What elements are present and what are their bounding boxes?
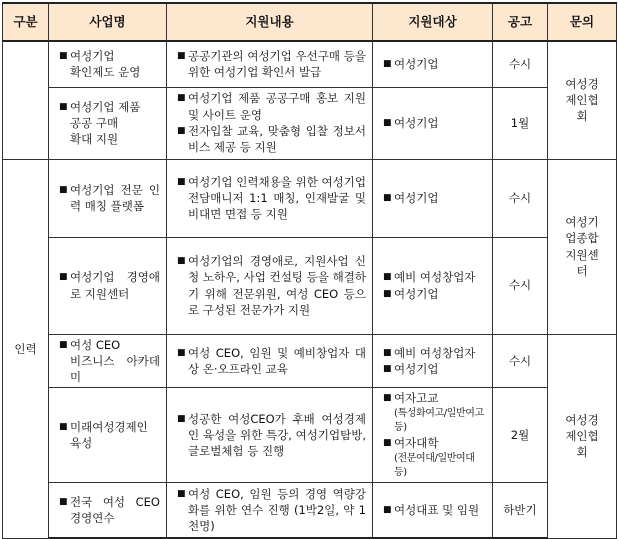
support-content-cell <box>167 159 373 237</box>
program-name-cell <box>49 159 167 237</box>
announcement-cell: 수시 <box>493 334 548 388</box>
target-cell <box>373 41 493 87</box>
inquiry-cell: 여성경제인협회 <box>548 334 617 538</box>
program-name-line: 공공 구매 <box>70 115 119 130</box>
support-content-cell <box>167 41 373 87</box>
table-row <box>3 87 617 159</box>
table-row <box>3 41 617 87</box>
target-text: 여성기업 <box>394 286 439 301</box>
content-text: 여성기업 인력채용을 위한 여성기업 전담매니저 1:1 매칭, 인재발굴 및 비대면 면접 등 지원 <box>188 174 366 222</box>
content-text: 전자입찰 교육, 맞춤형 입찰 정보서비스 제공 등 지원 <box>188 124 366 155</box>
program-name-line: 여성기업 제품 <box>70 99 141 114</box>
bullet-icon: ■ <box>59 101 68 112</box>
program-name-cell <box>49 482 167 538</box>
target-cell <box>373 334 493 388</box>
target-note: (특성화여고/일반여고 등) <box>394 407 484 433</box>
bullet-icon: ■ <box>59 272 68 283</box>
program-name-cell <box>49 388 167 482</box>
bullet-icon: ■ <box>177 488 186 499</box>
bullet-icon: ■ <box>383 504 392 515</box>
support-content-cell <box>167 388 373 482</box>
target-text: 여성기업 <box>394 57 439 72</box>
content-text: 공공기관의 여성기업 우선구매 등을 위한 여성기업 확인서 발급 <box>188 48 366 80</box>
table-row <box>3 482 617 538</box>
program-name-line: 확대 지원 <box>70 132 119 147</box>
header-program-name: 사업명 <box>49 3 167 41</box>
header-support-content: 지원내용 <box>167 3 373 41</box>
inquiry-cell: 여성경제인협회 <box>548 41 617 159</box>
support-content-cell <box>167 334 373 388</box>
bullet-icon: ■ <box>383 363 392 374</box>
table-row <box>3 159 617 237</box>
bullet-icon: ■ <box>177 255 186 266</box>
bullet-icon: ■ <box>383 117 392 128</box>
category-cell: 인력 <box>3 159 49 538</box>
table-row <box>3 237 617 334</box>
target-note: (전문여대/일반여대 등) <box>394 452 475 478</box>
target-text: 여자고교 <box>394 391 439 406</box>
announcement-cell: 2월 <box>493 388 548 482</box>
bullet-icon: ■ <box>383 288 392 299</box>
inquiry-cell: 여성기업종합지원센터 <box>548 159 617 334</box>
bullet-icon: ■ <box>59 184 68 195</box>
bullet-icon: ■ <box>177 93 186 104</box>
target-text: 예비 여성창업자 <box>394 270 476 285</box>
bullet-icon: ■ <box>177 176 186 187</box>
announcement-cell: 1월 <box>493 87 548 159</box>
target-text: 여자대학 <box>394 436 439 451</box>
bullet-icon: ■ <box>383 272 392 283</box>
program-name-cell <box>49 87 167 159</box>
program-name-line: 비즈니스 아카데미 <box>70 353 160 385</box>
program-name-line: 확인제도 운영 <box>70 65 141 80</box>
content-text: 성공한 여성CEO가 후배 여성경제인 육성을 위한 특강, 여성기업탐방, 글로벌체험 등 진행 <box>188 411 366 459</box>
content-text: 여성 CEO, 임원 및 예비창업자 대상 온·오프라인 교육 <box>188 345 366 376</box>
bullet-icon: ■ <box>59 496 68 507</box>
bullet-icon: ■ <box>177 347 186 358</box>
bullet-icon: ■ <box>383 438 392 449</box>
target-text: 예비 여성창업자 <box>394 345 476 360</box>
target-text: 여성기업 <box>394 361 439 376</box>
bullet-icon: ■ <box>383 347 392 358</box>
target-cell <box>373 388 493 482</box>
support-program-table <box>2 2 617 539</box>
header-row <box>3 3 617 41</box>
program-name-line: 여성기업 <box>70 48 115 63</box>
header-inquiry: 문의 <box>548 3 617 41</box>
bullet-icon: ■ <box>383 59 392 70</box>
header-category: 구분 <box>3 3 49 41</box>
category-cell-top <box>3 41 49 159</box>
support-content-cell <box>167 482 373 538</box>
header-announcement: 공고 <box>493 3 548 41</box>
program-name-cell <box>49 334 167 388</box>
table-row <box>3 388 617 482</box>
program-name-line: 여성 CEO <box>70 337 121 352</box>
table-row <box>3 334 617 388</box>
bullet-icon: ■ <box>383 192 392 203</box>
target-cell <box>373 159 493 237</box>
program-name-line: 미래여성경제인 육성 <box>70 419 148 451</box>
content-text: 여성기업의 경영애로, 지원사업 신청 노하우, 사업 컨설팅 등을 해결하기 위해 전문위원, 여성 CEO 등으로 구성된 전문가가 지원 <box>188 253 366 317</box>
bullet-icon: ■ <box>59 50 68 61</box>
announcement-cell: 하반기 <box>493 482 548 538</box>
target-cell <box>373 482 493 538</box>
target-text: 여성기업 <box>394 115 439 130</box>
program-name-line: 전국 여성 CEO 경영연수 <box>70 494 160 526</box>
content-text: 여성 CEO, 임원 등의 경영 역량강화를 위한 연수 진행 (1박2일, 약 1천명) <box>188 486 366 534</box>
support-content-cell <box>167 237 373 334</box>
target-cell <box>373 87 493 159</box>
announcement-cell: 수시 <box>493 41 548 87</box>
bullet-icon: ■ <box>177 126 186 136</box>
bullet-icon: ■ <box>59 421 68 432</box>
content-text: 여성기업 제품 공공구매 홍보 지원 및 사이트 운영 <box>188 91 366 122</box>
program-name-cell <box>49 41 167 87</box>
program-name-cell <box>49 237 167 334</box>
bullet-icon: ■ <box>177 413 186 424</box>
header-target: 지원대상 <box>373 3 493 41</box>
target-cell <box>373 237 493 334</box>
bullet-icon: ■ <box>177 50 186 61</box>
bullet-icon: ■ <box>59 339 68 350</box>
announcement-cell: 수시 <box>493 159 548 237</box>
bullet-icon: ■ <box>383 393 392 404</box>
target-text: 여성기업 <box>394 190 439 205</box>
support-content-cell <box>167 87 373 159</box>
program-name-line: 여성기업 경영애로 지원센터 <box>70 270 160 301</box>
program-name-line: 여성기업 전문 인력 매칭 플랫폼 <box>70 182 160 213</box>
announcement-cell: 수시 <box>493 237 548 334</box>
target-text: 여성대표 및 임원 <box>394 502 480 517</box>
